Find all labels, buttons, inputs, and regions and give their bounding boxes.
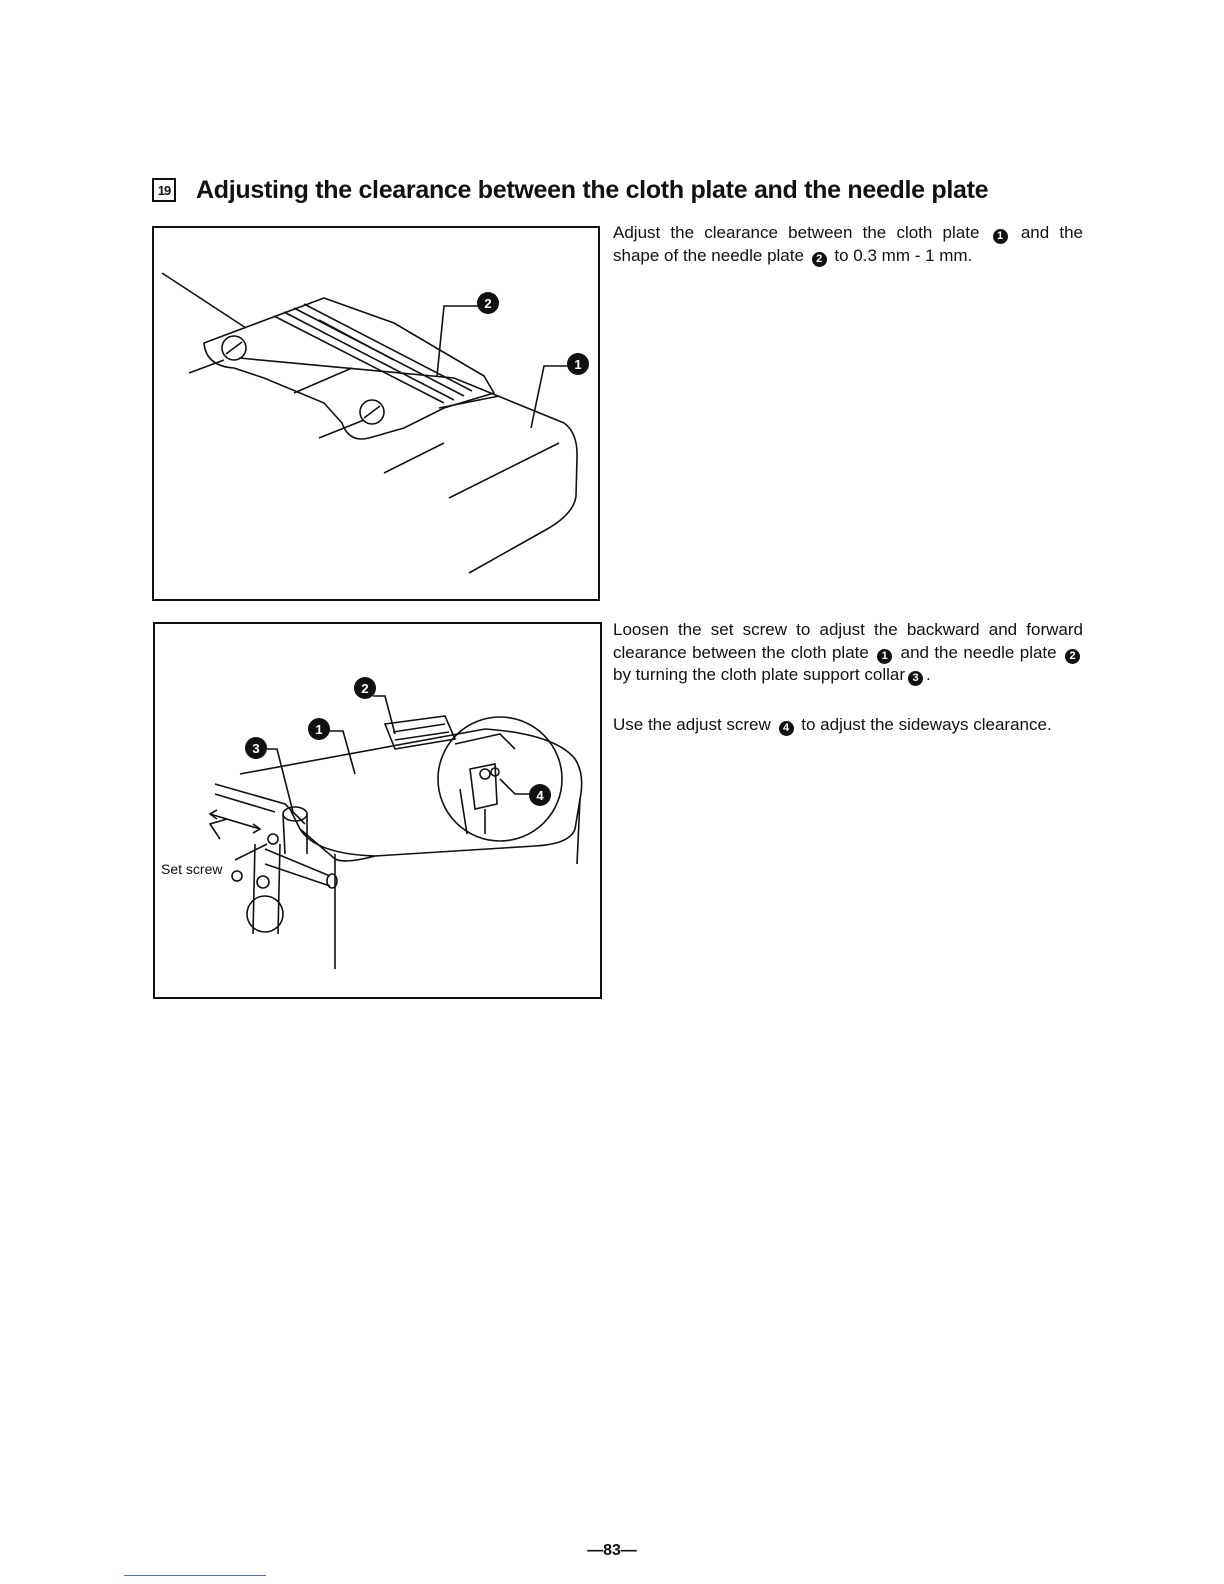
marker-2-icon: 2 [1065,649,1080,664]
marker-1-icon: 1 [877,649,892,664]
svg-text:1: 1 [574,357,582,372]
figure-clearance-top [152,226,600,601]
svg-text:1: 1 [315,722,323,737]
paragraph-sideways: Use the adjust screw 4 to adjust the sideways clearance. [613,715,1052,734]
section-heading [152,170,1152,210]
callout-1-icon [308,718,330,740]
callout-4-icon [529,784,551,806]
callout-1-icon [567,353,589,375]
callout-2-icon [477,292,499,314]
footer-rule [124,1575,266,1576]
paragraph-backward-forward: Loosen the set screw to adjust the backward and forward clearance between the cloth plate 1 and the needle plate 2 by turning the cloth plate support collar 3 . [613,620,1083,684]
svg-text:3: 3 [252,741,260,756]
marker-2-icon: 2 [812,252,827,267]
callout-2-icon [354,677,376,699]
svg-text:4: 4 [536,788,544,803]
page-number: —83— [587,1542,637,1559]
paragraph-clearance-spec: Adjust the clearance between the cloth plate 1 and the shape of the needle plate 2 to 0.3 mm - 1 mm. [613,223,1083,265]
callout-3-icon [245,737,267,759]
marker-3-icon: 3 [908,671,923,686]
section-number-badge: 19 [152,178,176,202]
marker-1-icon: 1 [993,229,1008,244]
figure-support-collar [153,622,602,999]
svg-text:2: 2 [484,296,492,311]
marker-4-icon: 4 [779,721,794,736]
svg-text:2: 2 [361,681,369,696]
page-title: Adjusting the clearance between the cloth plate and the needle plate [196,175,989,204]
cloth-plate-needle-plate-illustration [154,228,598,599]
set-screw-label: Set screw [161,861,223,877]
support-collar-illustration [155,624,600,997]
